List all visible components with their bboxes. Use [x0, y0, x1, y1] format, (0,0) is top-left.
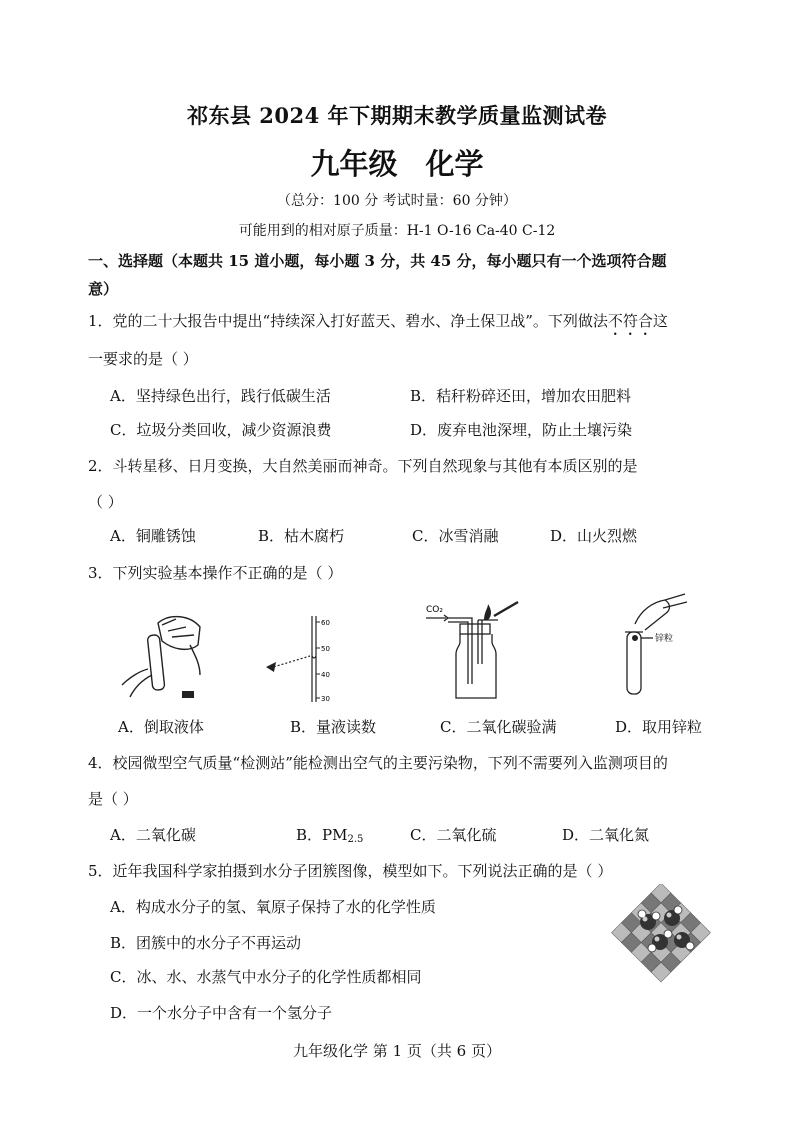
question-5-stem: 5．近年我国科学家拍摄到水分子团簇图像，模型如下。下列说法正确的是（ ） — [88, 862, 613, 880]
exam-meta: （总分：100 分 考试时量：60 分钟） — [277, 193, 517, 209]
question-1-stem — [88, 310, 668, 339]
figure-cylinder-reading — [262, 612, 352, 707]
section-title-cont: 意） — [88, 280, 119, 298]
q1-option-c[interactable]: C．垃圾分类回收，减少资源浪费 — [110, 421, 332, 439]
co2-label: CO₂ — [426, 605, 443, 615]
question-2-stem-cont: （ ） — [88, 493, 123, 511]
question-3-stem: 3．下列实验基本操作不正确的是（ ） — [88, 564, 343, 582]
exam-subtitle — [0, 142, 794, 183]
q4-option-d[interactable]: D．二氧化氮 — [562, 826, 650, 844]
q2-option-d[interactable]: D．山火烈燃 — [550, 527, 638, 545]
water-cluster-model — [602, 884, 720, 984]
q2-option-a[interactable]: A．铜雕锈蚀 — [110, 527, 196, 545]
q5-option-c[interactable]: C．冰、水、水蒸气中水分子的化学性质都相同 — [110, 968, 422, 986]
subject-label: 化学 — [425, 147, 484, 181]
q1-option-b[interactable]: B．秸秆粉碎还田，增加农田肥料 — [410, 387, 632, 405]
section-title: 一、选择题（本题共 15 道小题，每小题 3 分，共 45 分，每小题只有一个选项符合题 — [88, 252, 667, 270]
tick-60: 60 — [321, 619, 330, 627]
q1-stem-part: 1．党的二十大报告中提出“持续深入打好蓝天、碧水、净土保卫战”。下列做法 — [88, 312, 608, 330]
question-2-stem: 2．斗转星移、日月变换，大自然美丽而神奇。下列自然现象与其他有本质区别的是 — [88, 457, 638, 475]
figure-co2-test — [422, 598, 532, 708]
q3-option-b[interactable]: B．量液读数 — [290, 718, 377, 736]
exam-title: 祁东县 2024 年下期期末教学质量监测试卷 — [186, 103, 608, 128]
tick-30: 30 — [321, 695, 330, 703]
q5-option-a[interactable]: A．构成水分子的氢、氧原子保持了水的化学性质 — [110, 898, 436, 916]
question-1-stem-cont: 一要求的是（ ） — [88, 350, 198, 368]
grade-label: 九年级 — [310, 147, 398, 181]
q3-option-c[interactable]: C．二氧化碳验满 — [440, 718, 557, 736]
q4-option-a[interactable]: A．二氧化碳 — [110, 826, 196, 844]
q1-stem-end: 这 — [652, 312, 668, 330]
atomic-masses: 可能用到的相对原子质量：H-1 O-16 Ca-40 C-12 — [238, 223, 556, 239]
q1-option-d[interactable]: D．废弃电池深埋，防止土壤污染 — [410, 421, 633, 439]
q5-option-b[interactable]: B．团簇中的水分子不再运动 — [110, 934, 302, 952]
question-4-stem: 4．校园微型空气质量“检测站”能检测出空气的主要污染物，下列不需要列入监测项目的 — [88, 754, 668, 772]
q4-option-b-subscript: 2.5 — [347, 834, 364, 845]
q4-option-c[interactable]: C．二氧化硫 — [410, 826, 497, 844]
q3-option-d[interactable]: D．取用锌粒 — [615, 718, 703, 736]
q2-option-b[interactable]: B．枯木腐朽 — [258, 527, 345, 545]
q1-option-a[interactable]: A．坚持绿色出行，践行低碳生活 — [110, 387, 331, 405]
question-4-stem-cont: 是（ ） — [88, 790, 138, 808]
q5-option-d[interactable]: D．一个水分子中含有一个氢分子 — [110, 1004, 333, 1022]
page-footer: 九年级化学 第 1 页（共 6 页） — [293, 1042, 501, 1060]
q4-option-b-text: B．PM — [296, 826, 348, 844]
q4-option-b[interactable] — [296, 824, 363, 845]
figure-zinc-granules — [605, 590, 715, 700]
tick-50: 50 — [321, 645, 330, 653]
q3-option-a[interactable]: A．倒取液体 — [118, 718, 204, 736]
zinc-label: 锌粒 — [655, 634, 674, 644]
q2-option-c[interactable]: C．冰雪消融 — [412, 527, 499, 545]
q1-emphasis: 不符合 — [607, 312, 653, 330]
figure-pour-liquid — [110, 605, 220, 705]
tick-40: 40 — [321, 671, 330, 679]
